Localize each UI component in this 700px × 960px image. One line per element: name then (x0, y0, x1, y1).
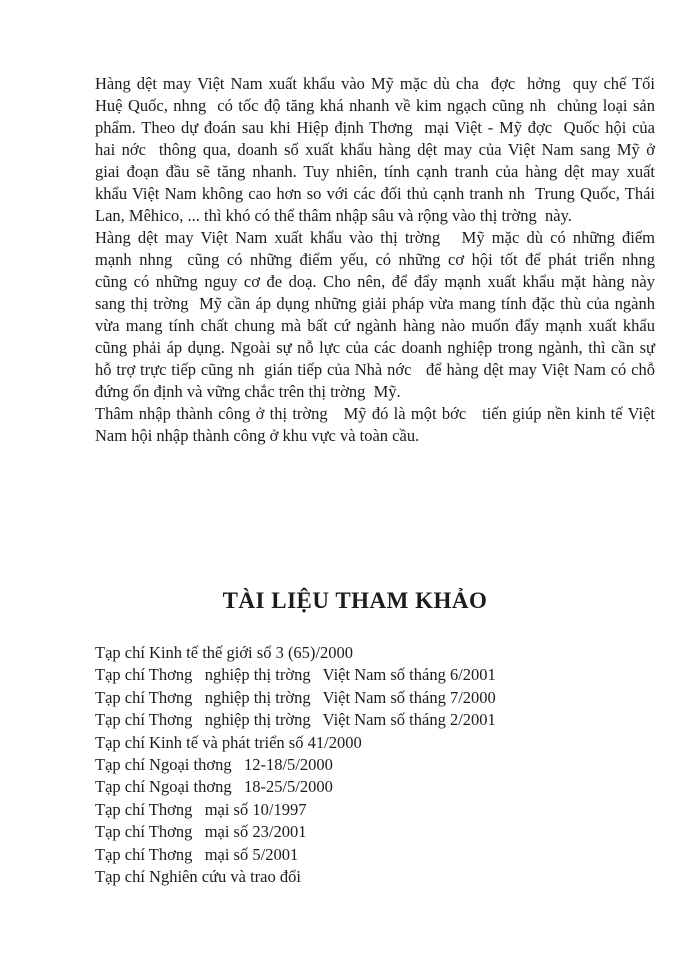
paragraph-1 (95, 73, 655, 227)
reference-item: Tạp chí Ngoại thơng 12-18/5/2000 (95, 755, 333, 775)
paragraph-line: khẩu Việt Nam không cao hơn so với các đối thủ cạnh tranh nh Trung Quốc, Thái (95, 184, 655, 203)
reference-item: Tạp chí Thơng mại số 10/1997 (95, 799, 307, 819)
paragraph-line: Huệ Quốc, nhng có tốc độ tăng khá nhanh về kim ngạch cũng nh chủng loại sản (95, 96, 655, 115)
reference-item: Tạp chí Kinh tế thế giới số 3 (65)/2000 (95, 643, 354, 662)
paragraph-line: Nam hội nhập thành công ở khu vực và toàn cầu. (95, 426, 420, 445)
reference-item: Tạp chí Thơng nghiệp thị trờng Việt Nam số tháng 7/2000 (95, 687, 496, 707)
paragraph-line: Hàng dệt may Việt Nam xuất khẩu vào Mỹ mặc dù cha đợc hởng quy chế Tối (95, 74, 655, 93)
reference-item: Tạp chí Thơng mại số 23/2001 (95, 822, 307, 842)
paragraph-line: sang thị trờng Mỹ cần áp dụng những giải pháp vừa mang tính đặc thù của ngành (95, 294, 655, 313)
reference-item: Tạp chí Thơng nghiệp thị trờng Việt Nam số tháng 2/2001 (95, 710, 496, 730)
paragraph-line: cũng phải áp dụng. Ngoài sự nỗ lực của các doanh nghiệp trong ngành, thì cần sự (95, 338, 655, 357)
paragraph-line: Lan, Mêhico, ... thì khó có thể thâm nhập sâu và rộng vào thị trờng này. (95, 206, 572, 225)
reference-item: Tạp chí Nghiên cứu và trao đổi (95, 867, 301, 887)
paragraph-line: vừa mang tính chất chung mà bất cứ ngành hàng nào muốn đẩy mạnh xuất khẩu (95, 316, 655, 335)
reference-item: Tạp chí Thơng nghiệp thị trờng Việt Nam số tháng 6/2001 (95, 665, 496, 685)
paragraph-3 (95, 403, 655, 447)
references-heading: TÀI LIỆU THAM KHẢO (222, 588, 488, 613)
paragraph-line: hỗ trợ trực tiếp cũng nh gián tiếp của Nhà nớc để hàng dệt may Việt Nam có chỗ (95, 360, 655, 379)
reference-item: Tạp chí Thơng mại số 5/2001 (95, 844, 299, 864)
paragraph-line: cũng có những nguy cơ đe doạ. Cho nên, để đẩy mạnh xuất khẩu mặt hàng này (95, 272, 655, 291)
references-list (95, 642, 655, 888)
document-body (95, 73, 655, 447)
paragraph-line: hai nớc thông qua, doanh số xuất khẩu hàng dệt may của Việt Nam sang Mỹ ở (95, 140, 655, 159)
paragraph-line: Hàng dệt may Việt Nam xuất khẩu vào thị trờng Mỹ mặc dù có những điểm (95, 228, 655, 247)
paragraph-line: giai đoạn đầu sẽ tăng nhanh. Tuy nhiên, tính cạnh tranh của hàng dệt may xuất (95, 162, 655, 181)
reference-item: Tạp chí Kinh tế và phát triển số 41/2000 (95, 732, 362, 752)
paragraph-line: mạnh nhng cũng có những điểm yếu, có những cơ hội tốt để phát triển nhng (95, 250, 655, 269)
paragraph-line: đứng ổn định và vững chắc trên thị trờng Mỹ. (95, 382, 401, 401)
paragraph-2 (95, 227, 655, 403)
paragraph-line: Thâm nhập thành công ở thị trờng Mỹ đó là một bớc tiến giúp nền kinh tế Việt (95, 404, 655, 423)
reference-item: Tạp chí Ngoại thơng 18-25/5/2000 (95, 777, 333, 797)
paragraph-line: phẩm. Theo dự đoán sau khi Hiệp định Thơng mại Việt - Mỹ đợc Quốc hội của (95, 118, 655, 137)
